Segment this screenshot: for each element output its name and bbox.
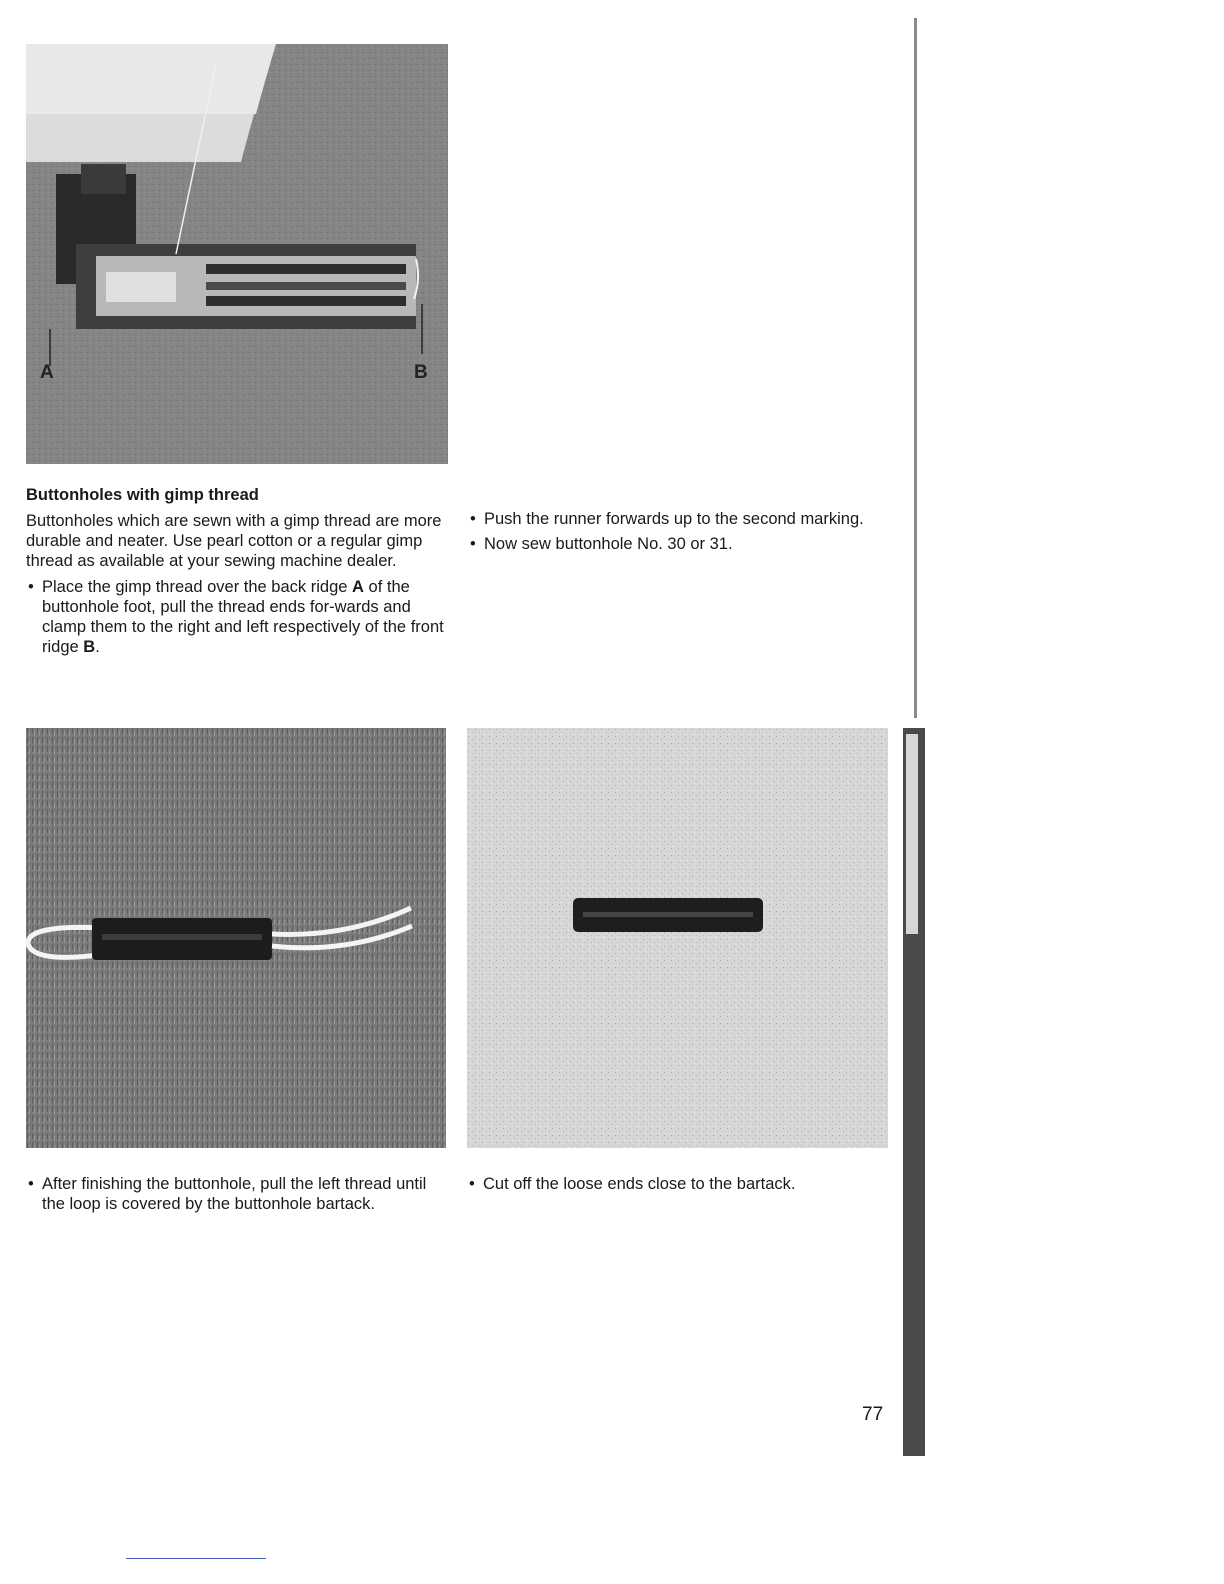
gimp-loop-photo <box>26 728 446 1148</box>
footer-rule <box>126 1558 266 1559</box>
bullet-pull-left-thread: • After finishing the buttonhole, pull the left thread until the loop is covered by the buttonhole bartack. <box>26 1174 446 1214</box>
label-a: A <box>40 362 54 383</box>
label-b: B <box>414 362 428 383</box>
right-column-steps <box>468 509 868 559</box>
page-number: 77 <box>862 1404 884 1425</box>
bullet-push-runner: • Push the runner forwards up to the second marking. <box>468 509 868 529</box>
gimp-thread-section <box>26 485 444 662</box>
buttonhole-foot-photo <box>26 44 448 464</box>
finished-buttonhole-photo <box>467 728 888 1148</box>
bullet-sew-buttonhole: • Now sew buttonhole No. 30 or 31. <box>468 534 868 554</box>
intro-paragraph: Buttonholes which are sewn with a gimp thread are more durable and neater. Use pearl cotton or a regular gimp thread as available at your sewing machine dealer. <box>26 512 442 570</box>
section-tab-highlight <box>906 734 918 934</box>
caption-left <box>26 1174 446 1219</box>
bullet-cut-ends: • Cut off the loose ends close to the bartack. <box>467 1174 887 1194</box>
left-bullets <box>26 577 444 657</box>
margin-rule <box>914 18 917 718</box>
section-heading: Buttonholes with gimp thread <box>26 486 259 504</box>
caption-right <box>467 1174 887 1199</box>
bullet-place-gimp: • Place the gimp thread over the back ridge A of the buttonhole foot, pull the thread ends for-wards and clamp them to the right and left respectively of the front ridge B. <box>26 577 444 657</box>
right-bullets <box>468 509 868 554</box>
